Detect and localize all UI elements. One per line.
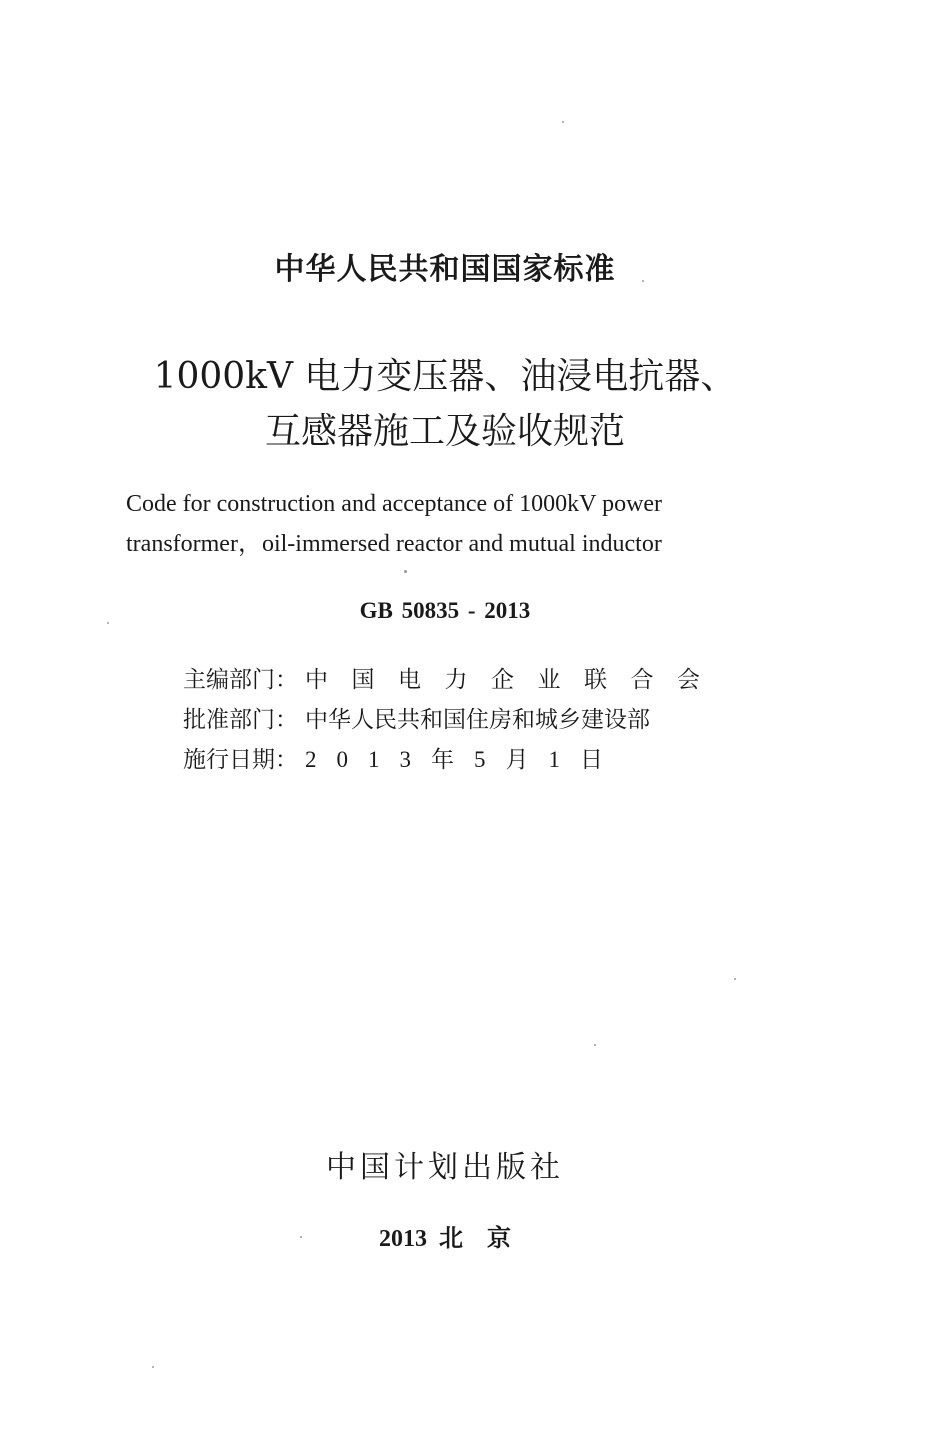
effective-date-label: 施行日期： [183, 747, 298, 773]
effective-date-value: 2013年5月1日 [305, 747, 623, 772]
scan-speck [404, 570, 407, 573]
approval-department-label: 批准部门： [183, 707, 298, 733]
chinese-title-line-2: 互感器施工及验收规范 [264, 411, 625, 452]
scan-speck [107, 622, 109, 624]
publisher-name: 中国计划出版社 [326, 1150, 564, 1185]
editor-department-value: 中国电力企业联合会 [305, 667, 724, 693]
scan-speck [152, 1366, 154, 1368]
english-title-line-1: Code for construction and acceptance of 1000kV power [126, 491, 663, 517]
effective-date-row [183, 742, 713, 778]
standard-number: GB 50835 - 2013 [359, 598, 531, 623]
publication-year-place: 2013 北 京 [379, 1226, 511, 1252]
editor-department-row [183, 662, 724, 698]
scan-speck [642, 280, 644, 282]
approval-department-value: 中华人民共和国住房和城乡建设部 [305, 707, 650, 733]
national-standard-heading: 中华人民共和国国家标准 [274, 252, 616, 287]
english-title-line-2: transformer，oil-immersed reactor and mutual inductor [126, 531, 662, 557]
scan-speck [300, 1236, 302, 1238]
chinese-title-line-1: 1000kV 电力变压器、油浸电抗器、 [153, 356, 737, 397]
scan-speck [734, 978, 736, 980]
scan-speck [562, 121, 564, 123]
editor-department-label: 主编部门： [183, 667, 298, 693]
approval-department-row [183, 702, 713, 738]
scan-speck [594, 1044, 596, 1046]
